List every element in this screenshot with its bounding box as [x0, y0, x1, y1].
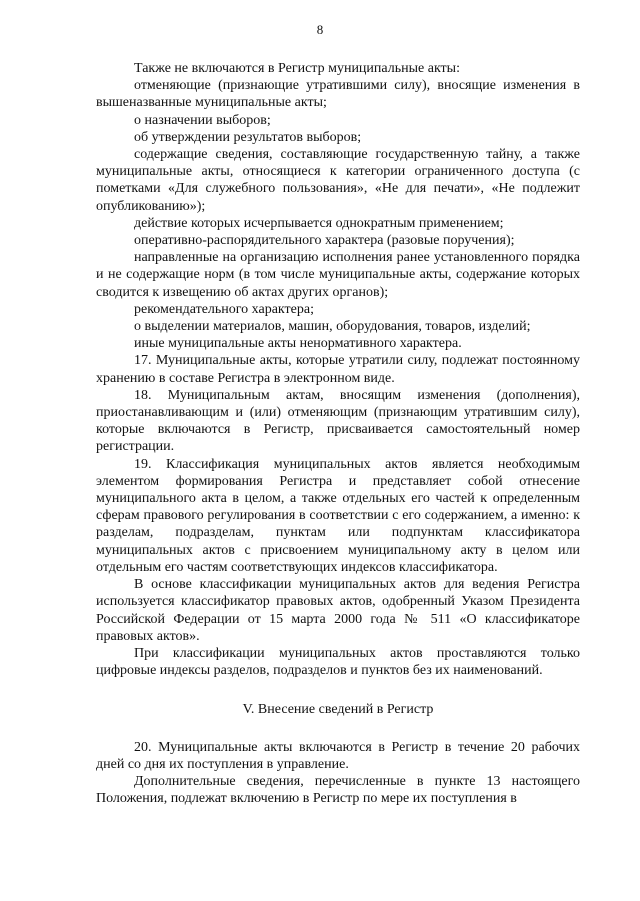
paragraph: 18. Муниципальным актам, вносящим изменения (дополнения), приостанавливающим и (или) отменяющим (признающим утратившим силу), которые включаются в Регистр, присваивается самостоятельный номер регистрации. [96, 387, 580, 455]
paragraph: содержащие сведения, составляющие государственную тайну, а также муниципальные акты, относящиеся к категории ограниченного доступа (с пометками «Для служебного пользования», «Не для печати», «Не подлежит опубликованию»); [96, 147, 580, 214]
paragraph: Дополнительные сведения, перечисленные в пункте 13 настоящего Положения, подлежат включению в Регистр по мере их поступления в [96, 773, 580, 807]
document-body [96, 60, 580, 807]
paragraph: о назначении выборов; [134, 112, 271, 128]
paragraph: направленные на организацию исполнения ранее установленного порядка и не содержащие норм (в том числе муниципальные акты, содержание которых сводится к извещению об актах других органов); [96, 250, 580, 300]
paragraph: Также не включаются в Регистр муниципальные акты: [134, 61, 460, 76]
paragraph: При классификации муниципальных актов проставляются только цифровые индексы разделов, подразделов и пунктов без их наименований. [96, 645, 580, 679]
page-number: 8 [316, 22, 324, 37]
paragraph: 19. Классификация муниципальных актов является необходимым элементом формирования Регистра и представляет собой отнесение муниципального акта в целом, а также отдельных его частей к определенным сферам правового регулирования в соответствии с его содержанием, а именно: к разделам, подразделам, пунктам или подпунктам классификатора муниципальных актов с присвоением муниципальному акту в целом или отдельным его частям соответствующих индексов классификатора. [96, 456, 580, 575]
paragraph: оперативно-распорядительного характера (разовые поручения); [134, 233, 515, 249]
section-heading: V. Внесение сведений в Регистр [242, 702, 434, 718]
paragraph: отменяющие (признающие утратившими силу), вносящие изменения в вышеназванные муниципальные акты; [96, 78, 580, 111]
paragraph: о выделении материалов, машин, оборудования, товаров, изделий; [134, 319, 531, 335]
paragraph: В основе классификации муниципальных актов для ведения Регистра используется классификатор правовых актов, одобренный Указом Президента Российской Федерации от 15 марта 2000 года № 511 «О классификаторе правовых актов». [96, 577, 580, 644]
paragraph: иные муниципальные акты ненормативного характера. [134, 336, 462, 352]
paragraph: 20. Муниципальные акты включаются в Регистр в течение 20 рабочих дней со дня их поступления в управление. [96, 739, 580, 772]
paragraph: об утверждении результатов выборов; [134, 129, 362, 145]
paragraph: 17. Муниципальные акты, которые утратили силу, подлежат постоянному хранению в составе Регистра в электронном виде. [96, 353, 580, 386]
paragraph: действие которых исчерпывается однократным применением; [134, 215, 504, 231]
paragraph: рекомендательного характера; [134, 301, 314, 317]
